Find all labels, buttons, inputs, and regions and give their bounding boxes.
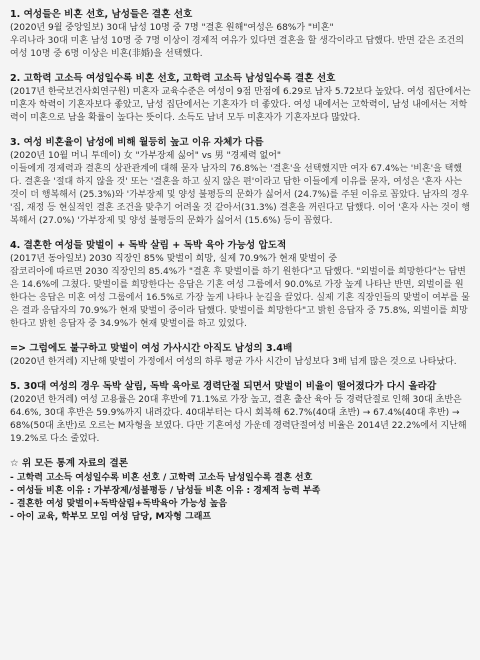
section-source: (2017년 동아일보) 2030 직장인 85% 맞벌이 희망, 실제 70.9%가 현재 맞벌이 중 [10,254,338,264]
section-title: 2. 고학력 고소득 여성일수록 비혼 선호, 고학력 고소득 남성일수록 결혼 선호 [10,73,336,84]
section-title: 1. 여성들은 비혼 선호, 남성들은 결혼 선호 [10,9,193,20]
section-body: 이들에게 경제력과 결혼의 상관관계에 대해 묻자 남자의 76.8%는 '결혼'을 선택했지만 여자 67.4%는 '비혼'을 택했다. 결혼을 '절대 하지 않을 것' 또는 '결혼을 하고 싶지 않은 편'이라고 답한 이들에게 이유를 묻자, 여성은 '혼자 사는 것이 더 행복해서 (25.3%)와 '가부장제 및 양성 불평등의 문화가 싫어서 (24.7%)를 주된 이유로 꼽았다. 남자의 경우 '집, 재정 등 현실적인 결혼 조건을 맞추기 어려울 것 같아서(31.3%) 결혼을 꺼린다고 답했다. 이어 '혼자 사는 것이 행복해서 (27.0%) '가부장제 및 양성 불평등의 문화가 싫어서 (15.6%) 등이 꼽혔다. [10,164,471,226]
section-4b [10,342,471,369]
section-source: (2020년 9월 중앙일보) 30대 남성 10명 중 7명 "결혼 원해"여성은 68%가 "비혼" [10,23,334,33]
section-4 [10,239,471,331]
section-title: 4. 결혼한 여성들 맞벌이 + 독박 살림 + 독박 육아 가능성 압도적 [10,240,287,251]
summary-line: - 결혼한 여성 맞벌이+독박살림+독박육아 가능성 높음 [10,499,228,509]
section-title: => 그럼에도 불구하고 맞벌이 여성 가사시간 아직도 남성의 3.4배 [10,343,293,354]
summary-title: ☆ 위 모든 통계 자료의 결론 [10,458,128,469]
section-body: 잡코리아에 따르면 2030 직장인의 85.4%가 "결혼 후 맞벌이를 하기 원한다"고 답했다. "외벌이를 희망한다"는 답변은 14.6%에 그쳤다. 맞벌이를 희망한다는 응답은 기혼 여성 그룹에서 90.0%로 가장 높게 나타난 반면, 외벌이를 원한다는 응답은 미혼 여성 그룹에서 16.5%로 가장 높게 나타나 눈길을 끌었다. 실제 기혼 직장인들의 맞벌이 여부를 물은 결과 응답자의 70.9%가 현재 맞벌이 중이라 답했다. 맞벌이를 희망한다"고 밝힌 응답자 중 75.8%, 외벌이를 희망한다고 밝힌 응답자 중 34.9%가 현재 맞벌이를 하고 있었다. [10,267,470,329]
section-body: 우리나라 30대 미혼 남성 10명 중 7명 이상이 경제적 여유가 있다면 결혼을 할 생각이라고 답했다. 반면 같은 조건의 여성 10명 중 6명 이상은 비혼(非婚)을 선택했다. [10,36,464,59]
summary-line: - 고학력 고소득 여성일수록 비혼 선호 / 고학력 고소득 남성일수록 결혼 선호 [10,473,313,483]
section-title: 3. 여성 비혼율이 남성에 비해 월등히 높고 이유 자체가 다름 [10,137,264,148]
section-1 [10,8,471,61]
section-source: (2020년 한겨레) 지난해 맞벌이 가정에서 여성의 하루 평균 가사 시간이 남성보다 3배 넘게 많은 것으로 나타났다. [10,357,457,367]
section-2 [10,72,471,125]
conclusion-summary [10,457,471,524]
section-source: (2017년 한국보건사회연구원) 미혼자 교육수준은 여성이 9점 만점에 6.29로 남자 5.72보다 높았다. 여성 집단에서는 미혼자 학력이 기혼자보다 좋았고, 남성 집단에서는 기혼자가 더 좋았다. 여성 내에서는 고학력이, 남성 내에서는 저학력이 미혼으로 남을 확률이 높다는 뜻이다. 소득도 남녀 모두 미혼자가 기혼자보다 많았다. [10,87,471,123]
section-source: (2020년 10월 머니 투데이) 女 "가부장제 싫어" vs 男 "경제력 없어" [10,151,282,161]
summary-line: - 아이 교육, 학부모 모임 여성 담당, M자형 그래프 [10,512,212,522]
section-3 [10,136,471,228]
summary-line: - 여성들 비혼 이유 : 가부장제/성불평등 / 남성들 비혼 이유 : 경제적 능력 부족 [10,486,321,496]
section-title: 5. 30대 여성의 경우 독박 살림, 독박 육아로 경력단절 되면서 맞벌이 비율이 떨어졌다가 다시 올라감 [10,381,437,392]
section-source: (2020년 한겨레) 여성 고용률은 20대 후반에 71.1%로 가장 높고, 결혼 출산 육아 등 경력단절로 인해 30대 초반은 64.6%, 30대 후반은 59.9%까지 내려갔다. 40대부터는 다시 회복해 62.7%(40대 초반) → 67.4%(40대 후반) → 68%(50대 초반)로 오르는 M자형을 보였다. 다만 기혼여성 가운데 경력단절여성 비율은 2014년 22.2%에서 지난해 19.2%로 다소 줄었다. [10,395,467,444]
section-5 [10,380,471,446]
